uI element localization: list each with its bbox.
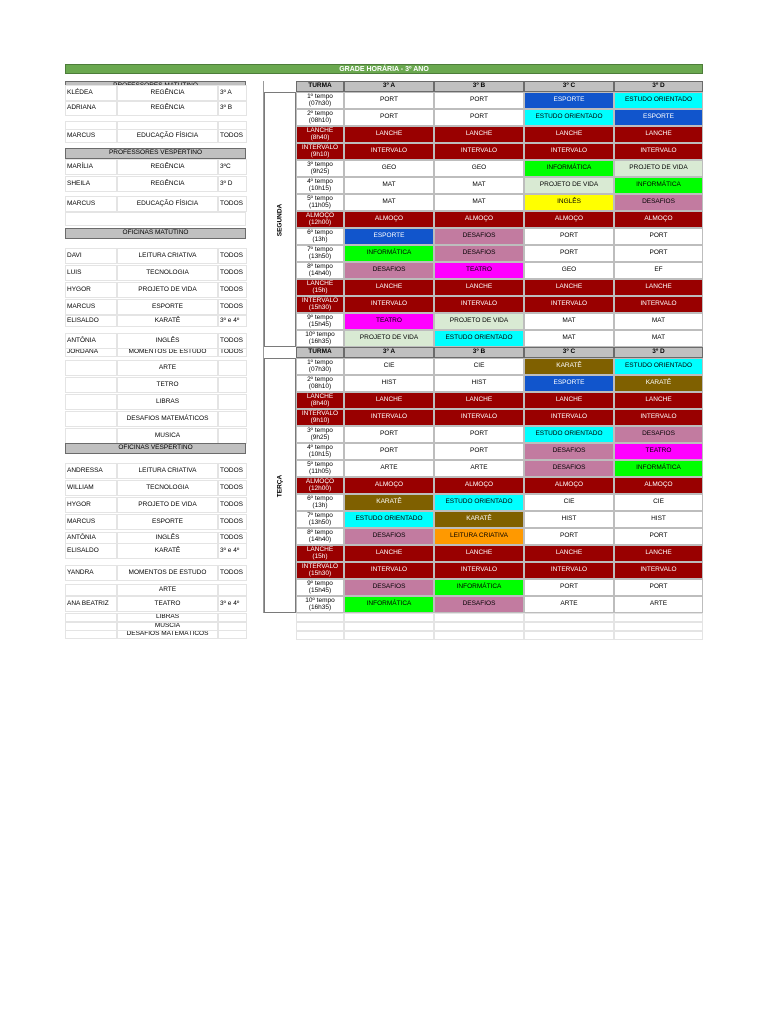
- class-cell: LANCHE: [434, 545, 524, 562]
- class-cell: LANCHE: [524, 279, 614, 296]
- time-slot: 6º tempo (13h): [296, 494, 344, 511]
- oficinas-vespertino-cell: TODOS: [218, 463, 247, 479]
- class-cell: DESAFIOS: [614, 426, 703, 443]
- professores-matutino-cell: TODOS: [218, 129, 247, 143]
- oficinas-matutino-cell: JORDANA: [65, 348, 117, 357]
- day-name: TERÇA: [276, 474, 284, 497]
- class-cell: INTERVALO: [344, 296, 434, 313]
- blank-grid-cell: [296, 613, 344, 622]
- oficinas-matutino-cell: [65, 377, 117, 393]
- time-slot: 8º tempo (14h40): [296, 528, 344, 545]
- blank-grid-cell: [614, 631, 703, 640]
- professores-vespertino-cell: MARCUS: [65, 196, 117, 212]
- professores-matutino-cell: REGÊNCIA: [117, 85, 218, 101]
- time-slot: 7º tempo (13h50): [296, 511, 344, 528]
- oficinas-matutino-cell: ARTE: [117, 360, 218, 376]
- professores-vespertino-cell: REGÊNCIA: [117, 176, 218, 192]
- class-cell: LANCHE: [614, 545, 703, 562]
- oficinas-vespertino-cell: TODOS: [218, 565, 247, 581]
- class-cell: INTERVALO: [524, 409, 614, 426]
- class-cell: ESPORTE: [614, 109, 703, 126]
- oficinas-matutino-cell: TODOS: [218, 248, 247, 264]
- oficinas-matutino-cell: [218, 377, 247, 393]
- day-name: SEGUNDA: [276, 203, 284, 236]
- class-cell: INTERVALO: [614, 143, 703, 160]
- oficinas-vespertino-cell: KARATÊ: [117, 543, 218, 559]
- schedule-header-2: 3º B: [434, 81, 524, 92]
- class-cell: ESTUDO ORIENTADO: [434, 330, 524, 347]
- time-slot: 2º tempo (08h10): [296, 109, 344, 126]
- professores-vespertino-cell: TODOS: [218, 196, 247, 212]
- professores-vespertino-cell: MARÍLIA: [65, 159, 117, 175]
- class-cell: MAT: [434, 177, 524, 194]
- class-cell: LANCHE: [434, 126, 524, 143]
- class-cell: INFORMÁTICA: [524, 160, 614, 177]
- oficinas-vespertino-cell: ESPORTE: [117, 514, 218, 530]
- time-slot: 7º tempo (13h50): [296, 245, 344, 262]
- blank-grid-cell: [296, 631, 344, 640]
- oficinas-matutino-cell: TETRO: [117, 377, 218, 393]
- oficinas-matutino-cell: MOMENTOS DE ESTUDO: [117, 348, 218, 357]
- time-slot: 2º tempo (08h10): [296, 375, 344, 392]
- oficinas-matutino-cell: HYGOR: [65, 282, 117, 298]
- time-slot: LANCHE (8h40): [296, 126, 344, 143]
- class-cell: ESPORTE: [524, 92, 614, 109]
- class-cell: PORT: [614, 228, 703, 245]
- class-cell: INTERVALO: [434, 409, 524, 426]
- time-slot: 4º tempo (10h15): [296, 177, 344, 194]
- class-cell: INTERVALO: [524, 296, 614, 313]
- class-cell: ALMOÇO: [434, 477, 524, 494]
- class-cell: INTERVALO: [344, 409, 434, 426]
- schedule-header-1: 3º A: [344, 81, 434, 92]
- schedule-header-4: 3º D: [614, 347, 703, 358]
- class-cell: LANCHE: [524, 126, 614, 143]
- class-cell: GEO: [434, 160, 524, 177]
- oficinas-vespertino-cell: PROJETO DE VIDA: [117, 497, 218, 513]
- class-cell: KARATÊ: [524, 358, 614, 375]
- time-slot: 10º tempo (16h35): [296, 596, 344, 613]
- time-slot: 3º tempo (9h25): [296, 160, 344, 177]
- class-cell: LANCHE: [344, 279, 434, 296]
- class-cell: DESAFIOS: [524, 443, 614, 460]
- class-cell: PORT: [434, 92, 524, 109]
- oficinas-vespertino-cell: TECNOLOGIA: [117, 480, 218, 496]
- schedule-header-0: TURMA: [296, 81, 344, 92]
- class-cell: INTERVALO: [344, 562, 434, 579]
- time-slot: LANCHE (15h): [296, 279, 344, 296]
- class-cell: LANCHE: [614, 279, 703, 296]
- blank-grid-cell: [344, 613, 434, 622]
- professores-vespertino-header: PROFESSORES VESPERTINO: [65, 148, 246, 159]
- class-cell: TEATRO: [434, 262, 524, 279]
- class-cell: PORT: [344, 109, 434, 126]
- class-cell: MAT: [614, 313, 703, 330]
- class-cell: ESPORTE: [344, 228, 434, 245]
- oficinas-matutino-cell: TECNOLOGIA: [117, 265, 218, 281]
- panel-divider: [263, 81, 264, 613]
- time-slot: INTERVALO (9h10): [296, 143, 344, 160]
- oficinas-vespertino-cell: MÚSCIA: [117, 622, 218, 631]
- page-title: GRADE HORÁRIA - 3º ANO: [65, 64, 703, 74]
- class-cell: DESAFIOS: [614, 194, 703, 211]
- schedule-header-2: 3º B: [434, 347, 524, 358]
- oficinas-vespertino-cell: ANTÔNIA: [65, 532, 117, 544]
- class-cell: DESAFIOS: [344, 579, 434, 596]
- class-cell: LANCHE: [524, 392, 614, 409]
- class-cell: PORT: [524, 245, 614, 262]
- oficinas-vespertino-cell: HYGOR: [65, 497, 117, 513]
- blank-grid-cell: [524, 631, 614, 640]
- class-cell: LANCHE: [434, 279, 524, 296]
- class-cell: DESAFIOS: [344, 262, 434, 279]
- oficinas-vespertino-cell: MARCUS: [65, 514, 117, 530]
- oficinas-vespertino-cell: TODOS: [218, 480, 247, 496]
- time-slot: INTERVALO (9h10): [296, 409, 344, 426]
- time-slot: 10º tempo (16h35): [296, 330, 344, 347]
- class-cell: ALMOÇO: [614, 477, 703, 494]
- oficinas-matutino-cell: DAVI: [65, 248, 117, 264]
- time-slot: 9º tempo (15h45): [296, 313, 344, 330]
- professores-matutino-cell: ADRIANA: [65, 101, 117, 116]
- oficinas-vespertino-cell: ANDRESSA: [65, 463, 117, 479]
- oficinas-vespertino-cell: MOMENTOS DE ESTUDO: [117, 565, 218, 581]
- blank-cell: [65, 212, 246, 226]
- class-cell: LANCHE: [344, 126, 434, 143]
- class-cell: HIST: [344, 375, 434, 392]
- class-cell: DESAFIOS: [524, 460, 614, 477]
- time-slot: 1º tempo (07h30): [296, 92, 344, 109]
- oficinas-vespertino-cell: TODOS: [218, 497, 247, 513]
- class-cell: MAT: [614, 330, 703, 347]
- time-slot: INTERVALO (15h30): [296, 562, 344, 579]
- class-cell: INTERVALO: [434, 296, 524, 313]
- oficinas-matutino-cell: ANTÔNIA: [65, 333, 117, 349]
- class-cell: DESAFIOS: [434, 245, 524, 262]
- class-cell: ESTUDO ORIENTADO: [434, 494, 524, 511]
- professores-matutino-cell: REGÊNCIA: [117, 101, 218, 116]
- class-cell: PORT: [524, 528, 614, 545]
- oficinas-matutino-cell: TODOS: [218, 333, 247, 349]
- class-cell: LANCHE: [434, 392, 524, 409]
- time-slot: 4º tempo (10h15): [296, 443, 344, 460]
- class-cell: KARATÊ: [614, 375, 703, 392]
- class-cell: ALMOÇO: [524, 211, 614, 228]
- class-cell: LANCHE: [344, 392, 434, 409]
- blank-grid-cell: [434, 622, 524, 631]
- oficinas-matutino-cell: LUIS: [65, 265, 117, 281]
- blank-grid-cell: [614, 613, 703, 622]
- class-cell: MAT: [344, 194, 434, 211]
- professores-matutino-cell: 3º B: [218, 101, 247, 116]
- blank-grid-cell: [296, 622, 344, 631]
- class-cell: ESTUDO ORIENTADO: [524, 109, 614, 126]
- class-cell: CIE: [614, 494, 703, 511]
- oficinas-matutino-cell: ELISALDO: [65, 315, 117, 327]
- class-cell: INTERVALO: [524, 562, 614, 579]
- oficinas-vespertino-cell: ELISALDO: [65, 543, 117, 559]
- class-cell: INTERVALO: [434, 562, 524, 579]
- schedule-header-0: TURMA: [296, 347, 344, 358]
- professores-matutino-cell: EDUCAÇÃO FÍSICIA: [117, 129, 218, 143]
- oficinas-matutino-cell: [65, 394, 117, 410]
- oficinas-matutino-cell: LIBRAS: [117, 394, 218, 410]
- class-cell: MAT: [524, 330, 614, 347]
- class-cell: ALMOÇO: [524, 477, 614, 494]
- professores-vespertino-cell: REGÊNCIA: [117, 159, 218, 175]
- blank-grid-cell: [434, 613, 524, 622]
- oficinas-vespertino-cell: [65, 584, 117, 596]
- class-cell: INFORMÁTICA: [614, 460, 703, 477]
- class-cell: PORT: [434, 443, 524, 460]
- oficinas-vespertino-cell: [218, 630, 247, 639]
- class-cell: ALMOÇO: [434, 211, 524, 228]
- class-cell: LANCHE: [524, 545, 614, 562]
- oficinas-matutino-cell: MUSICA: [117, 428, 218, 444]
- class-cell: ALMOÇO: [344, 477, 434, 494]
- oficinas-vespertino-cell: ANA BEATRIZ: [65, 596, 117, 612]
- oficinas-matutino-cell: KARATÊ: [117, 315, 218, 327]
- class-cell: MAT: [524, 313, 614, 330]
- schedule-header-1: 3º A: [344, 347, 434, 358]
- class-cell: ESTUDO ORIENTADO: [524, 426, 614, 443]
- class-cell: CIE: [434, 358, 524, 375]
- class-cell: LANCHE: [344, 545, 434, 562]
- schedule-header-4: 3º D: [614, 81, 703, 92]
- oficinas-vespertino-header: OFICINAS VESPERTINO: [65, 443, 246, 454]
- class-cell: PORT: [524, 579, 614, 596]
- class-cell: ALMOÇO: [344, 211, 434, 228]
- oficinas-vespertino-cell: TODOS: [218, 532, 247, 544]
- class-cell: PORT: [344, 443, 434, 460]
- class-cell: INGLÊS: [524, 194, 614, 211]
- oficinas-vespertino-cell: [218, 613, 247, 622]
- oficinas-matutino-cell: MARCUS: [65, 299, 117, 315]
- class-cell: PORT: [614, 579, 703, 596]
- schedule-header-3: 3º C: [524, 347, 614, 358]
- class-cell: ARTE: [524, 596, 614, 613]
- oficinas-matutino-cell: [218, 394, 247, 410]
- class-cell: INFORMÁTICA: [344, 596, 434, 613]
- class-cell: PORT: [344, 92, 434, 109]
- time-slot: 8º tempo (14h40): [296, 262, 344, 279]
- oficinas-vespertino-cell: LIBRAS: [117, 613, 218, 622]
- class-cell: INTERVALO: [344, 143, 434, 160]
- oficinas-matutino-cell: [65, 428, 117, 444]
- class-cell: MAT: [434, 194, 524, 211]
- class-cell: PROJETO DE VIDA: [524, 177, 614, 194]
- class-cell: DESAFIOS: [434, 596, 524, 613]
- class-cell: CIE: [344, 358, 434, 375]
- class-cell: EF: [614, 262, 703, 279]
- class-cell: HIST: [434, 375, 524, 392]
- oficinas-vespertino-cell: [65, 630, 117, 639]
- class-cell: ESTUDO ORIENTADO: [344, 511, 434, 528]
- oficinas-matutino-cell: TODOS: [218, 348, 247, 357]
- time-slot: 5º tempo (11h05): [296, 194, 344, 211]
- class-cell: LANCHE: [614, 126, 703, 143]
- time-slot: 1º tempo (07h30): [296, 358, 344, 375]
- class-cell: INFORMÁTICA: [614, 177, 703, 194]
- professores-matutino-cell: 3º A: [218, 85, 247, 101]
- professores-vespertino-cell: SHEILA: [65, 176, 117, 192]
- time-slot: 3º tempo (9h25): [296, 426, 344, 443]
- class-cell: PORT: [524, 228, 614, 245]
- time-slot: LANCHE (15h): [296, 545, 344, 562]
- class-cell: PORT: [614, 245, 703, 262]
- class-cell: PROJETO DE VIDA: [344, 330, 434, 347]
- class-cell: TEATRO: [344, 313, 434, 330]
- class-cell: DESAFIOS: [344, 528, 434, 545]
- oficinas-matutino-cell: [218, 428, 247, 444]
- oficinas-matutino-cell: [218, 411, 247, 427]
- class-cell: LANCHE: [614, 392, 703, 409]
- day-label-terça: [264, 358, 296, 613]
- class-cell: INTERVALO: [434, 143, 524, 160]
- class-cell: INTERVALO: [524, 143, 614, 160]
- oficinas-vespertino-cell: LEITURA CRIATIVA: [117, 463, 218, 479]
- blank-grid-cell: [614, 622, 703, 631]
- time-slot: ALMOÇO (12h00): [296, 211, 344, 228]
- time-slot: INTERVALO (15h30): [296, 296, 344, 313]
- oficinas-matutino-cell: 3º e 4º: [218, 315, 247, 327]
- blank-grid-cell: [344, 622, 434, 631]
- class-cell: PROJETO DE VIDA: [614, 160, 703, 177]
- oficinas-matutino-cell: [65, 411, 117, 427]
- class-cell: PROJETO DE VIDA: [434, 313, 524, 330]
- class-cell: TEATRO: [614, 443, 703, 460]
- professores-vespertino-cell: 3ºC: [218, 159, 247, 175]
- class-cell: LEITURA CRIATIVA: [434, 528, 524, 545]
- class-cell: GEO: [524, 262, 614, 279]
- oficinas-matutino-cell: PROJETO DE VIDA: [117, 282, 218, 298]
- oficinas-matutino-header: OFICINAS MATUTINO: [65, 228, 246, 239]
- oficinas-matutino-cell: TODOS: [218, 282, 247, 298]
- oficinas-matutino-cell: INGLÊS: [117, 333, 218, 349]
- class-cell: INTERVALO: [614, 409, 703, 426]
- professores-matutino-cell: KLÉDEA: [65, 85, 117, 101]
- oficinas-matutino-cell: LEITURA CRIATIVA: [117, 248, 218, 264]
- class-cell: HIST: [524, 511, 614, 528]
- day-label-segunda: [264, 92, 296, 347]
- time-slot: 5º tempo (11h05): [296, 460, 344, 477]
- professores-vespertino-cell: 3º D: [218, 176, 247, 192]
- class-cell: KARATÊ: [434, 511, 524, 528]
- class-cell: ESPORTE: [524, 375, 614, 392]
- class-cell: MAT: [344, 177, 434, 194]
- class-cell: INFORMÁTICA: [344, 245, 434, 262]
- oficinas-vespertino-cell: TODOS: [218, 514, 247, 530]
- blank-grid-cell: [344, 631, 434, 640]
- time-slot: 9º tempo (15h45): [296, 579, 344, 596]
- class-cell: KARATÊ: [344, 494, 434, 511]
- professores-vespertino-cell: EDUCAÇÃO FÍSICIA: [117, 196, 218, 212]
- class-cell: PORT: [434, 426, 524, 443]
- class-cell: ARTE: [614, 596, 703, 613]
- oficinas-vespertino-cell: TEATRO: [117, 596, 218, 612]
- oficinas-vespertino-cell: 3º e 4º: [218, 543, 247, 559]
- blank-grid-cell: [434, 631, 524, 640]
- class-cell: ARTE: [344, 460, 434, 477]
- oficinas-matutino-cell: DESAFIOS MATEMÁTICOS: [117, 411, 218, 427]
- oficinas-vespertino-cell: YANDRA: [65, 565, 117, 581]
- time-slot: LANCHE (8h40): [296, 392, 344, 409]
- class-cell: INTERVALO: [614, 296, 703, 313]
- class-cell: ESTUDO ORIENTADO: [614, 358, 703, 375]
- blank-grid-cell: [524, 622, 614, 631]
- oficinas-matutino-cell: ESPORTE: [117, 299, 218, 315]
- time-slot: 6º tempo (13h): [296, 228, 344, 245]
- oficinas-matutino-cell: [218, 360, 247, 376]
- class-cell: DESAFIOS: [434, 228, 524, 245]
- class-cell: PORT: [434, 109, 524, 126]
- blank-grid-cell: [524, 613, 614, 622]
- oficinas-vespertino-cell: INGLÊS: [117, 532, 218, 544]
- class-cell: HIST: [614, 511, 703, 528]
- oficinas-vespertino-cell: [65, 613, 117, 622]
- oficinas-vespertino-cell: WILLIAM: [65, 480, 117, 496]
- schedule-header-3: 3º C: [524, 81, 614, 92]
- class-cell: ESTUDO ORIENTADO: [614, 92, 703, 109]
- class-cell: PORT: [614, 528, 703, 545]
- oficinas-matutino-cell: [65, 360, 117, 376]
- class-cell: GEO: [344, 160, 434, 177]
- professores-matutino-cell: MARCUS: [65, 129, 117, 143]
- class-cell: ALMOÇO: [614, 211, 703, 228]
- oficinas-matutino-cell: TODOS: [218, 265, 247, 281]
- oficinas-matutino-cell: TODOS: [218, 299, 247, 315]
- oficinas-vespertino-cell: [218, 584, 247, 596]
- oficinas-vespertino-cell: ARTE: [117, 584, 218, 596]
- class-cell: INFORMÁTICA: [434, 579, 524, 596]
- oficinas-vespertino-cell: DESAFIOS MATEMÁTICOS: [117, 630, 218, 639]
- class-cell: ARTE: [434, 460, 524, 477]
- oficinas-vespertino-cell: 3º e 4º: [218, 596, 247, 612]
- class-cell: PORT: [344, 426, 434, 443]
- class-cell: INTERVALO: [614, 562, 703, 579]
- class-cell: CIE: [524, 494, 614, 511]
- time-slot: ALMOÇO (12h00): [296, 477, 344, 494]
